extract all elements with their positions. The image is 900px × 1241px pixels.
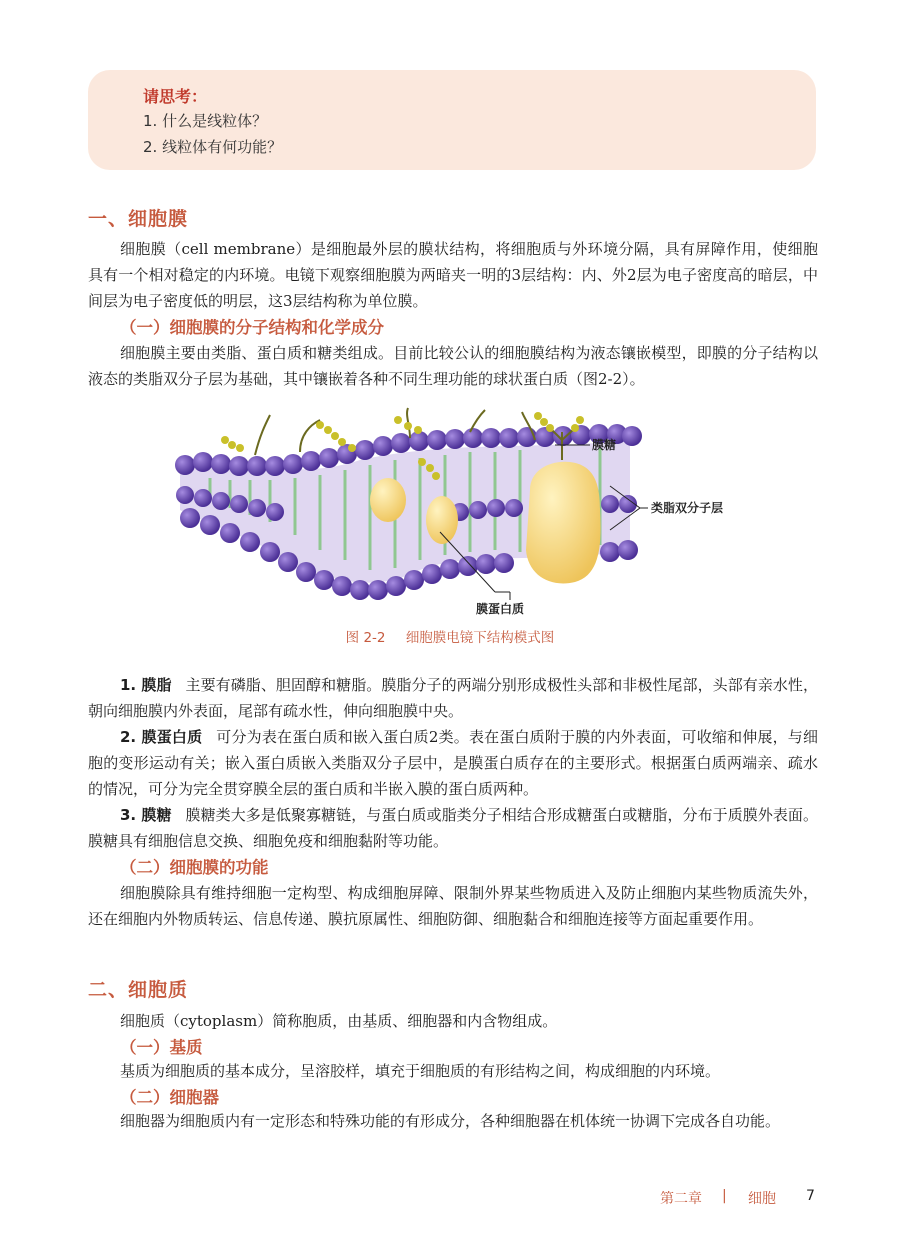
think-title: 请思考：	[143, 87, 208, 106]
item-membrane-sugar	[88, 802, 818, 854]
small-protein	[370, 478, 406, 522]
section2-sub1-text: 基质为细胞质的基本成分，呈溶胶样，填充于细胞质的有形结构之间，构成细胞的内环境。	[120, 1062, 721, 1080]
footer-topic: 细胞	[748, 1191, 776, 1207]
item3-text: 膜糖类大多是低聚寡糖链，与蛋白质或脂类分子相结合形成糖蛋白或糖脂，分布于质膜外表面。膜糖具有细胞信息交换、细胞免疫和细胞黏附等功能。	[88, 806, 818, 850]
item2-term: 2. 膜蛋白质	[120, 728, 203, 746]
page-number: 7	[806, 1188, 815, 1204]
item1-term: 1. 膜脂	[120, 676, 172, 694]
footer-separator: |	[722, 1188, 727, 1204]
think-box	[88, 70, 816, 170]
item1-text: 主要有磷脂、胆固醇和糖脂。膜脂分子的两端分别形成极性头部和非极性尾部，头部有亲水性，朝向细胞膜内外表面，尾部有疏水性，伸向细胞膜中央。	[88, 676, 818, 720]
think-question-1: 1. 什么是线粒体？	[143, 112, 268, 130]
half-embedded-protein	[426, 496, 458, 544]
item-membrane-lipid	[88, 672, 818, 724]
section1-intro: 细胞膜（cell membrane）是细胞最外层的膜状结构，将细胞质与外环境分隔，具有屏障作用，使细胞具有一个相对稳定的内环境。电镜下观察细胞膜为两暗夹一明的3层结构：内、外2层为电子密度高的暗层，中间层为电子密度低的明层，这3层结构称为单位膜。	[88, 240, 818, 310]
section2-heading: 二、细胞质	[88, 979, 189, 1001]
item3-term: 3. 膜糖	[120, 806, 172, 824]
section1-sub2-heading: （二）细胞膜的功能	[120, 858, 269, 877]
label-protein: 膜蛋白质	[476, 602, 525, 616]
label-lipid-bilayer: 类脂双分子层	[651, 501, 724, 515]
figure-caption	[0, 626, 900, 646]
section1-sub1-heading: （一）细胞膜的分子结构和化学成分	[120, 318, 384, 337]
membrane-illustration	[170, 400, 730, 625]
section1-sub2-text: 细胞膜除具有维持细胞一定构型、构成细胞屏障、限制外界某些物质进入及防止细胞内某些物质流失外，还在细胞内外物质转运、信息传递、膜抗原属性、细胞防御、细胞黏合和细胞连接等方面起重要作用。	[88, 884, 818, 928]
label-sugar: 膜糖	[592, 438, 617, 452]
section2-intro: 细胞质（cytoplasm）简称胞质，由基质、细胞器和内含物组成。	[120, 1012, 558, 1030]
section2-sub2-text: 细胞器为细胞质内有一定形态和特殊功能的有形成分，各种细胞器在机体统一协调下完成各自功能。	[120, 1112, 781, 1130]
caption-text: 细胞膜电镜下结构模式图	[405, 630, 555, 646]
footer-chapter: 第二章	[660, 1191, 702, 1207]
item-membrane-protein	[88, 724, 818, 802]
transmembrane-protein	[526, 462, 601, 584]
section1-sub1-text: 细胞膜主要由类脂、蛋白质和糖类组成。目前比较公认的细胞膜结构为液态镶嵌模型，即膜的分子结构以液态的类脂双分子层为基础，其中镶嵌着各种不同生理功能的球状蛋白质（图2-2）。	[88, 344, 818, 388]
section1-heading: 一、细胞膜	[88, 208, 189, 230]
section2-sub1-heading: （一）基质	[120, 1038, 203, 1057]
section2-sub2-heading: （二）细胞器	[120, 1088, 219, 1107]
caption-number: 图 2-2	[345, 630, 386, 646]
think-question-2: 2. 线粒体有何功能？	[143, 138, 283, 156]
item2-text: 可分为表在蛋白质和嵌入蛋白质2类。表在蛋白质附于膜的内外表面，可收缩和伸展，与细胞的变形运动有关；嵌入蛋白质嵌入类脂双分子层中，是膜蛋白质存在的主要形式。根据蛋白质两端亲、疏水的情况，可分为完全贯穿膜全层的蛋白质和半嵌入膜的蛋白质两种。	[88, 728, 818, 798]
cell-membrane-figure	[170, 400, 730, 625]
